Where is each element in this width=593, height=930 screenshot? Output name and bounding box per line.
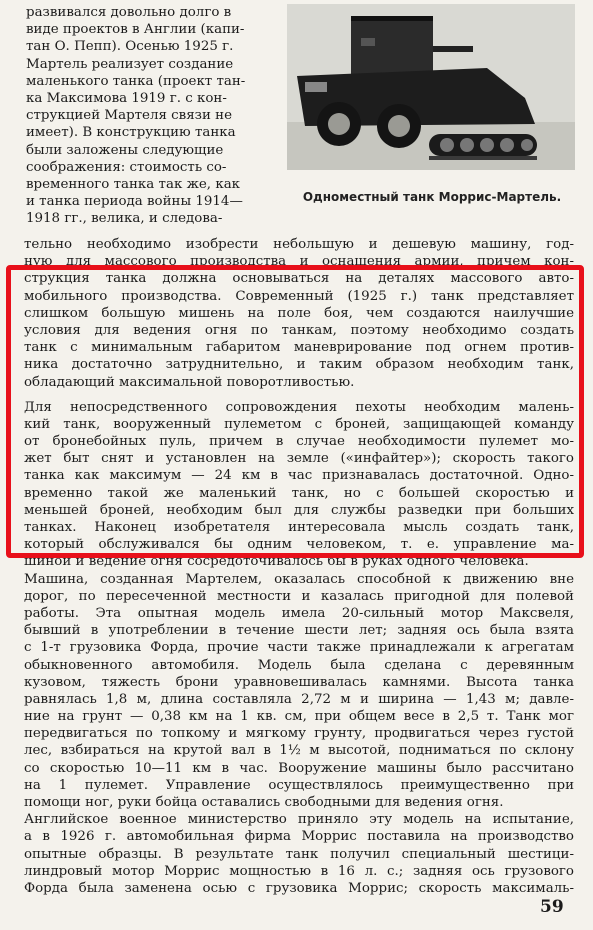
text-line: а в 1926 г. автомобильная фирма Моррис поставила на производство [24, 829, 574, 845]
text-line: равнялась 1,8 м, длина составляла 2,72 м и ширина — 1,43 м; давле- [24, 691, 574, 707]
text-line: обладающий максимальной поворотливостью. [24, 374, 355, 390]
text-line: кий танк, вооруженный пулеметом с броней, защищающей команду [24, 416, 574, 432]
text-line: танках. Наконец изобретателя интересовала мысль создать танк, [24, 520, 574, 535]
text-line: танка как максимум — 24 км в час признавалась достаточной. Одно- [24, 468, 574, 484]
tank-illustration-icon [287, 4, 575, 170]
text-line: мобильного производства. Современный (1925 г.) танк представляет [24, 288, 574, 304]
page-number: 59 [540, 897, 564, 917]
text-line: Машина, созданная Мартелем, оказалась способной к движению вне [24, 571, 574, 587]
text-line: были заложены следующие [26, 142, 224, 158]
text-line: Английское военное министерство приняло эту модель на испытание, [24, 812, 574, 828]
text-line: от бронебойных пуль, причем в случае необходимости пулемет мо- [24, 434, 574, 450]
text-line: Мартель реализует создание [26, 56, 234, 72]
text-line: на 1 пулемет. Управление осуществлялось преимущественно при [24, 777, 574, 793]
text-line: опытные образцы. В результате танк получил специальный шестици- [24, 846, 574, 862]
text-line: меньшей броней, необходим был для службы разведки при больших [24, 502, 574, 518]
text-line: соображения: стоимость со- [26, 159, 227, 175]
figure-caption: Одноместный танк Моррис-Мартель. [302, 190, 562, 204]
text-line: кузовом, тяжесть брони уравновешивалась камнями. Высота танка [24, 674, 574, 690]
text-line: обыкновенного автомобиля. Модель была сделана с деревянным [24, 657, 574, 673]
text-line: ника достаточно затруднительно, и таким образом необходим танк, [24, 357, 574, 373]
text-line: виде проектов в Англии (капи- [26, 22, 245, 38]
text-line: шиной и ведение огня сосредоточивалось бы в руках одного человека. [24, 554, 529, 570]
text-line: дорог, по пересеченной местности и казалась пригодной для полевой [24, 588, 574, 604]
text-line: со скоростью 10—11 км в час. Вооружение машины было рассчитано [24, 760, 574, 776]
text-line: передвигаться по топкому и мягкому грунту, продвигаться через густой [24, 726, 574, 742]
text-line: бывший в употреблении в течение шести лет; задняя ось была взята [24, 623, 574, 639]
text-line: и танка периода войны 1914— [26, 194, 243, 210]
text-line: условия для ведения огня по танкам, поэтому необходимо создать [24, 322, 574, 338]
text-line: тан О. Пепп). Осенью 1925 г. [26, 39, 234, 55]
text-line: развивался довольно долго в [26, 5, 232, 20]
text-line: помощи ног, руки бойца оставались свободными для ведения огня. [24, 795, 504, 810]
text-line: тельно необходимо изобрести небольшую и дешевую машину, год- [24, 237, 574, 252]
text-line: лес, взбираться на крутой вал в 1½ м высотой, подниматься по склону [24, 743, 574, 759]
text-line: линдровый мотор Моррис мощностью в 16 л. с.; задняя ось грузового [24, 863, 574, 879]
text-line: временного танка так же, как [26, 177, 241, 193]
text-line: маленького танка (проект тан- [26, 73, 246, 89]
text-line: ние на грунт — 0,38 км на 1 кв. см, при общем весе в 2,5 т. Танк мог [24, 709, 574, 725]
text-line: струкция танка должна основываться на деталях массового авто- [24, 271, 574, 287]
text-line: ную для массового производства и оснащения армии, причем кон- [24, 254, 574, 270]
text-line: ка Максимова 1919 г. с кон- [26, 91, 227, 107]
left-column-text [26, 4, 278, 228]
text-line: жет быт снят и установлен на земле («инфайтер»); скорость такого [24, 451, 574, 467]
text-line: Форда была заменена осью с грузовика Моррис; скорость максималь- [24, 880, 574, 896]
text-line: струкцией Мартеля связи не [26, 108, 232, 124]
text-line: временно такой же маленький танк, но с большей скоростью и [24, 485, 574, 501]
text-line: который обслуживался бы одним человеком, т. е. управление ма- [24, 537, 574, 553]
tank-photo [287, 4, 575, 170]
text-line: 1918 гг., велика, и следова- [26, 211, 223, 227]
text-line: Для непосредственного сопровождения пехоты необходим малень- [24, 399, 574, 415]
text-line: слишком большую мишень на поле боя, чем создаются наилучшие [24, 305, 574, 321]
text-line: танк с минимальным габаритом маневрирование под огнем против- [24, 340, 574, 356]
text-line: имеет). В конструкцию танка [26, 125, 236, 141]
text-line: работы. Эта опытная модель имела 20-сильный мотор Максвеля, [24, 605, 574, 621]
text-line: с 1-т грузовика Форда, прочие части также принадлежали к агрегатам [24, 640, 574, 656]
main-text [24, 236, 574, 897]
